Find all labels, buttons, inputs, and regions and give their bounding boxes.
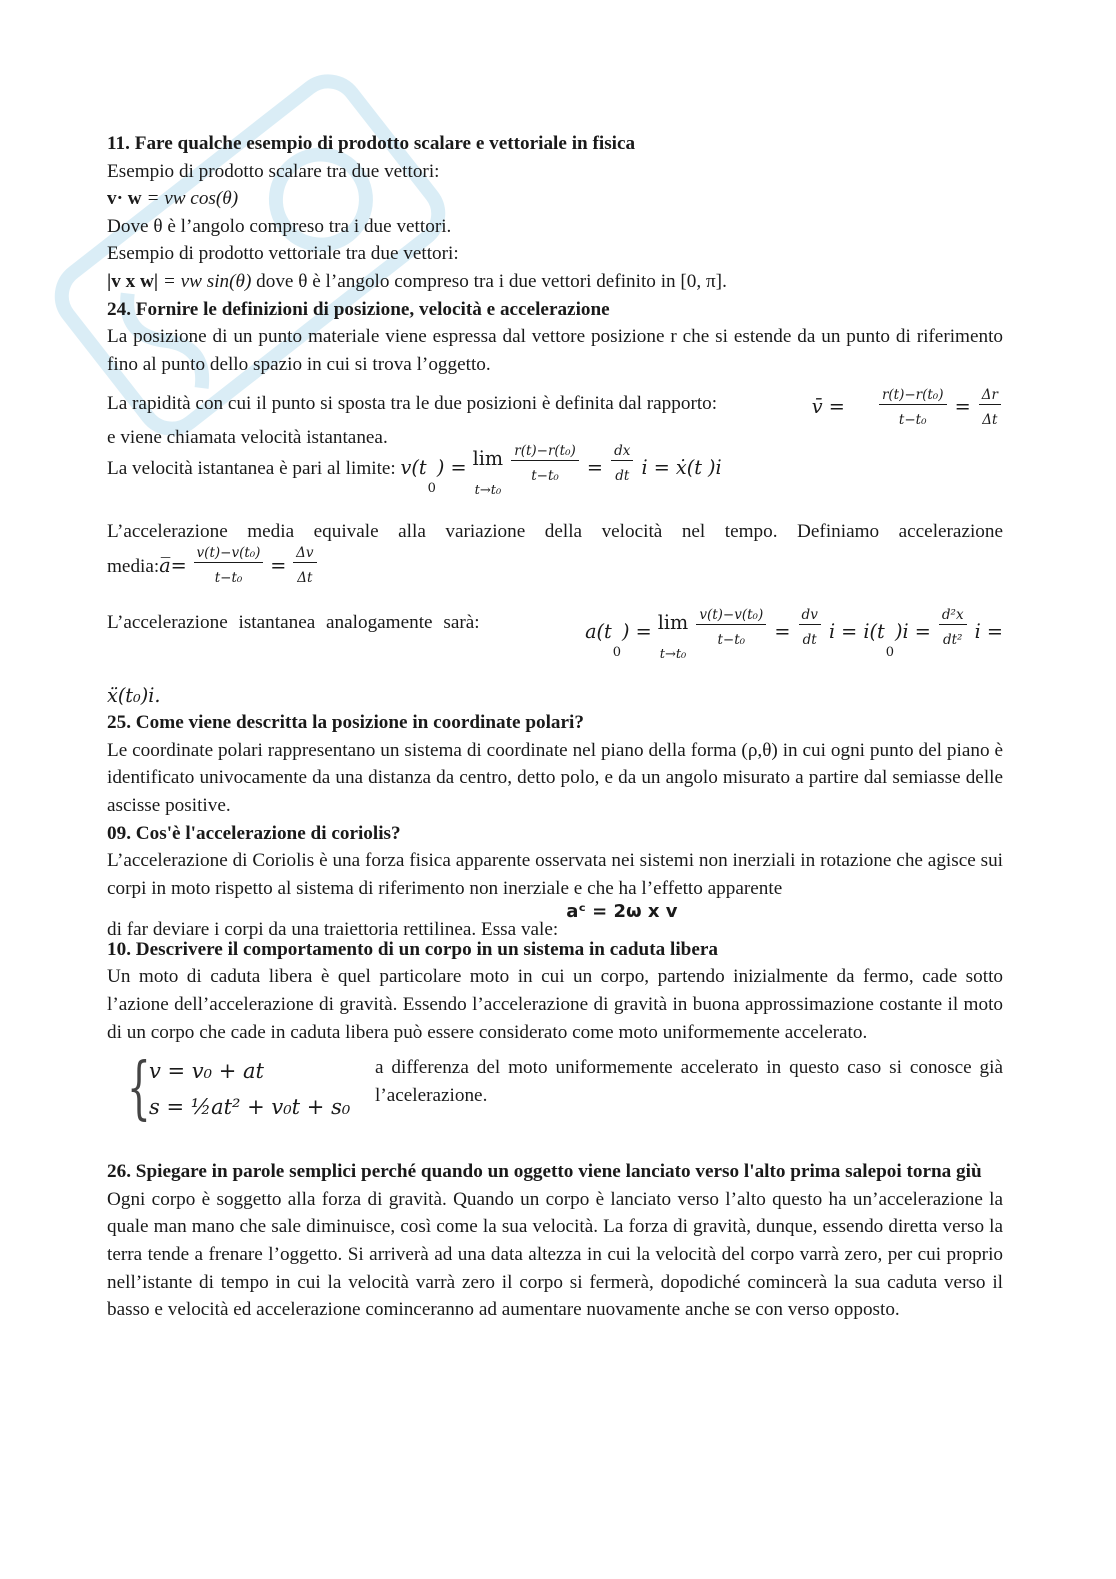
- fraction-r2-num: r(t)−r(t₀): [511, 444, 579, 461]
- fraction-r: [879, 388, 947, 428]
- q11-line-3: Dove θ è l’angolo compreso tra i due vettori.: [107, 215, 452, 237]
- fraction-delta-r: [979, 388, 1001, 428]
- equals-sign-2: =: [586, 455, 603, 479]
- q11-dot-formula: [107, 185, 1003, 213]
- q10-side-text: a differenza del moto uniformemente accelerato in questo caso si conosce già l’acelerazione.: [375, 1057, 1003, 1106]
- q11-cross-formula: [107, 268, 1003, 296]
- instant-accel-formula: [585, 608, 1003, 668]
- position-equation: s = ½at² + v₀t + s₀: [149, 1095, 351, 1120]
- fraction-d2x: [939, 608, 967, 648]
- velocity-tail: i = ẋ(t )i: [641, 455, 722, 479]
- fraction-r2: [511, 444, 579, 484]
- coriolis-text: di far deviare i corpi da una traiettoria rettilinea. Essa vale:: [107, 919, 559, 941]
- instant-accel-text: L’accelerazione istantanea analogamente sarà:: [107, 611, 480, 633]
- fraction-delta-v: [293, 546, 316, 586]
- vt-symbol: v(t: [400, 455, 427, 479]
- fraction-d2x-num: d²x: [939, 608, 967, 625]
- close-eq-2: ) =: [621, 619, 652, 643]
- kinematics-system: [107, 1049, 375, 1132]
- subscript-zero-2: 0: [612, 644, 621, 660]
- abar-symbol: a̅=: [159, 553, 187, 577]
- fraction-delta-v-num: Δv: [293, 546, 316, 563]
- lim-text: lim: [472, 446, 504, 470]
- q10-equation-block: [107, 1049, 1003, 1132]
- fraction-v2-num: v(t)−v(t₀): [696, 608, 766, 625]
- velocity-equation: v = v₀ + at: [149, 1059, 264, 1084]
- accel-mid: i = i(t: [828, 619, 885, 643]
- average-velocity-formula: [812, 388, 1003, 428]
- lim-subscript: t→t₀: [474, 482, 502, 498]
- equals-sign-4: =: [774, 619, 791, 643]
- q25-paragraph: Le coordinate polari rappresentano un sistema di coordinate nel piano della forma (ρ,θ) in cui ogni punto del piano è identificato univocamente da una distanza da centro, detto polo, e da un angolo misurato a partire dal semiasse delle ascisse positive.: [107, 739, 1003, 816]
- accel-tail: i =: [974, 619, 1003, 643]
- q09-paragraph: L’accelerazione di Coriolis è una forza fisica apparente osservata nei sistemi non inerziali in rotazione che agisce sui corpi in moto rispetto al sistema di riferimento non inerziale e che ha l’effetto apparente: [107, 850, 1003, 899]
- at-symbol: a(t: [585, 619, 612, 643]
- limit-2: [658, 608, 688, 662]
- fraction-delta-v-den: Δt: [297, 569, 313, 586]
- question-09-title: 09. Cos'è l'accelerazione di coriolis?: [107, 822, 401, 844]
- q10-paragraph: Un moto di caduta libera è quel particolare moto in cui un corpo, partendo inizialmente da fermo, cade sotto l’azione dell’accelerazione di gravità. Essendo l’accelerazione di gravità in buona approssimazione costante il moto di un corpo che cade in caduta libera può essere considerato come moto uniformemente accelerato.: [107, 966, 1003, 1043]
- dot-product-rhs: = vw cos(θ): [141, 188, 239, 210]
- q24-instant-accel-line: [107, 608, 1003, 668]
- instant-velocity-text: La velocità istantanea è pari al limite:: [107, 457, 396, 479]
- fraction-dx-dt: [611, 444, 633, 484]
- q24-avg-accel-text: L’accelerazione media equivale alla variazione della velocità nel tempo. Definiamo accelerazione: [107, 520, 1003, 542]
- q24-accel-end: ẍ(t₀)i.: [107, 683, 161, 707]
- fraction-v: [194, 546, 264, 586]
- fraction-v2: [696, 608, 766, 648]
- fraction-dv-dt: [799, 608, 821, 648]
- subscript-zero: 0: [427, 480, 436, 496]
- coriolis-formula: aᶜ = 2ω x v: [566, 901, 678, 923]
- fraction-r2-den: t−t₀: [531, 467, 559, 484]
- q11-line-1: Esempio di prodotto scalare tra due vettori:: [107, 160, 440, 182]
- document-page: [107, 130, 1003, 1324]
- fraction-v2-den: t−t₀: [717, 631, 746, 648]
- fraction-dv-num: dv: [799, 608, 821, 625]
- q11-line-4: Esempio di prodotto vettoriale tra due vettori:: [107, 243, 459, 265]
- q24-avg-accel-formula-line: [107, 546, 1003, 586]
- question-26-title: 26. Spiegare in parole semplici perché quando un oggetto viene lanciato verso l'alto prima salepoi torna giù: [107, 1161, 982, 1183]
- q24-instant-velocity-line: [107, 444, 1003, 504]
- q24-average-velocity-line: [107, 378, 1003, 428]
- fraction-dx-den: dt: [615, 467, 630, 484]
- cross-product-lhs: |v x w|: [107, 270, 159, 292]
- fraction-v-den: t−t₀: [214, 569, 243, 586]
- question-11-title: 11. Fare qualche esempio di prodotto scalare e vettoriale in fisica: [107, 133, 636, 154]
- q24-line-istantanea: e viene chiamata velocità istantanea.: [107, 427, 388, 449]
- equals-sign-3: =: [270, 553, 287, 577]
- lim-subscript-2: t→t₀: [659, 646, 687, 662]
- subscript-zero-3: 0: [885, 644, 894, 660]
- fraction-delta-r-den: Δt: [982, 412, 998, 429]
- question-10-title: 10. Descrivere il comportamento di un corpo in un sistema in caduta libera: [107, 938, 718, 960]
- q26-paragraph: Ogni corpo è soggetto alla forza di gravità. Quando un corpo è lanciato verso l’alto questo ha un’accelerazione la quale man mano che sale diminuisce, così come la sua velocità. La forza di gravità, dunque, essendo diretta verso la terra tende a frenare l’oggetto. Si arriverà ad una data altezza in cui la velocità del corpo varrà zero, per cui proprio nell’istante di tempo in cui la velocità varrà zero il corpo si fermerà, dopodiché comincerà la sua caduta verso il basso e velocità ed accelerazione cominceranno ad aumentare nuovamente anche se con verso opposto.: [107, 1188, 1003, 1321]
- accel-i-eq: )i =: [894, 619, 931, 643]
- question-25-title: 25. Come viene descritta la posizione in coordinate polari?: [107, 712, 584, 734]
- vbar-symbol: v̄ =: [811, 395, 845, 419]
- close-eq: ) =: [436, 455, 467, 479]
- cross-product-rhs: = vw sin(θ): [158, 270, 252, 292]
- lim-text-2: lim: [657, 610, 689, 634]
- equals-sign: =: [954, 395, 971, 419]
- fraction-r-num: r(t)−r(t₀): [879, 388, 947, 405]
- fraction-dv-den: dt: [802, 631, 817, 648]
- fraction-dx-num: dx: [611, 444, 633, 461]
- media-label: media:: [107, 555, 160, 577]
- fraction-r-den: t−t₀: [898, 412, 927, 429]
- brace-icon: {: [127, 1049, 151, 1129]
- fraction-d2x-den: dt²: [942, 631, 963, 648]
- instant-velocity-formula: [400, 442, 722, 498]
- question-24-title: 24. Fornire le definizioni di posizione, velocità e accelerazione: [107, 298, 610, 320]
- q24-position-paragraph: La posizione di un punto materiale viene espressa dal vettore posizione r che si estende da un punto di riferimento fino al punto dello spazio in cui si trova l’oggetto.: [107, 326, 1003, 375]
- fraction-delta-r-num: Δr: [979, 388, 1001, 405]
- limit: [473, 444, 503, 498]
- q24-rate-text: La rapidità con cui il punto si sposta tra le due posizioni è definita dal rapporto:: [107, 392, 718, 414]
- cross-product-desc: dove θ è l’angolo compreso tra i due vettori definito in [0, π].: [251, 270, 727, 292]
- dot-product-lhs: v· w: [107, 188, 142, 210]
- fraction-v-num: v(t)−v(t₀): [194, 546, 264, 563]
